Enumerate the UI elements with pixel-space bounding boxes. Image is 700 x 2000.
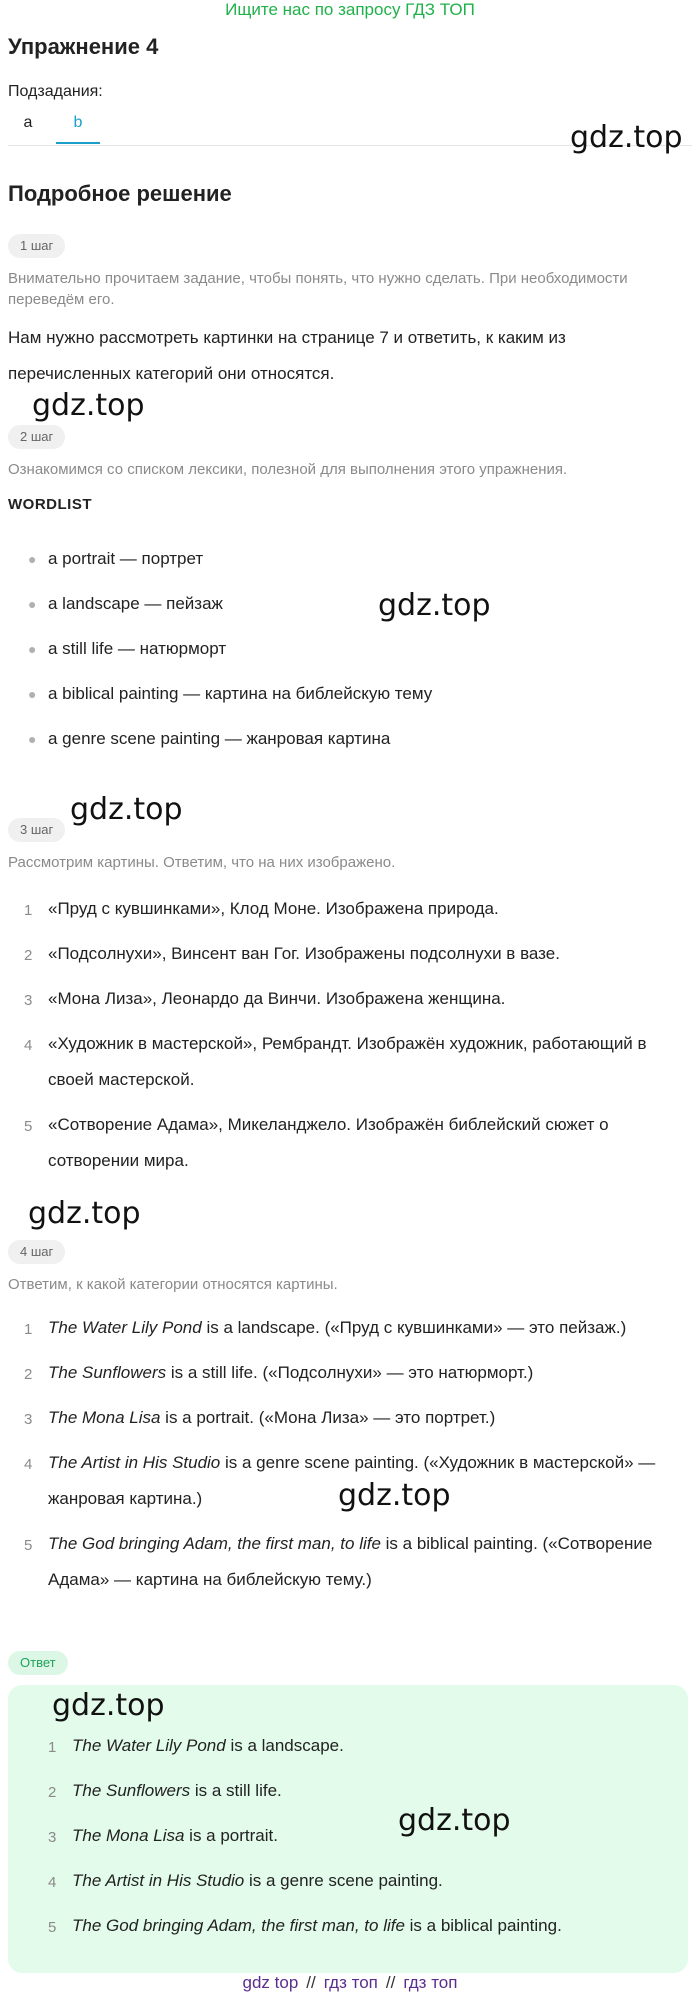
- answer-number: 1: [48, 1739, 57, 1756]
- word-item: a still life — натюрморт: [48, 639, 227, 658]
- list-number: 3: [24, 1411, 33, 1428]
- item-text: is a still life.: [190, 1781, 282, 1800]
- answer-item: [72, 1826, 278, 1846]
- top-banner: Ищите нас по запросу ГДЗ ТОП: [225, 0, 475, 19]
- painting-title: The Artist in His Studio: [48, 1453, 221, 1472]
- word-item: a portrait — портрет: [48, 549, 204, 568]
- watermark: gdz.top: [338, 1478, 451, 1513]
- answer-item: [72, 1916, 562, 1936]
- bullet: ●: [28, 641, 37, 657]
- item-text: is a genre scene painting.: [244, 1871, 443, 1890]
- watermark: gdz.top: [28, 1196, 141, 1231]
- list-number: 2: [24, 1366, 33, 1383]
- step-badge: 1 шаг: [8, 234, 65, 258]
- answer-item: [72, 1871, 443, 1891]
- answer-number: 3: [48, 1829, 57, 1846]
- list-item: [48, 1310, 688, 1346]
- footer-separator: //: [385, 1973, 396, 1992]
- painting-title: The Sunflowers: [72, 1781, 191, 1800]
- answer-item: [72, 1781, 282, 1801]
- item-text: is a genre scene painting. («Художник в мастерской» — жанровая картина.): [48, 1453, 656, 1508]
- item-text: is a landscape. («Пруд с кувшинками» — это пейзаж.): [201, 1318, 627, 1337]
- item-text: is a portrait.: [184, 1826, 278, 1845]
- list-number: 5: [24, 1118, 33, 1135]
- watermark: gdz.top: [398, 1803, 511, 1838]
- tab-b[interactable]: b: [73, 114, 83, 131]
- list-item: [48, 1400, 688, 1436]
- list-number: 3: [24, 992, 33, 1009]
- subtasks-label: Подзадания:: [8, 83, 103, 100]
- footer-separator: //: [306, 1973, 316, 1992]
- item-text: is a biblical painting. («Сотворение Адама» — картина на библейскую тему.): [48, 1534, 653, 1589]
- watermark: gdz.top: [70, 792, 183, 827]
- list-item: [48, 1355, 688, 1391]
- footer-links: [0, 1973, 700, 1993]
- wordlist-title: WORDLIST: [8, 496, 92, 513]
- answer-number: 4: [48, 1874, 57, 1891]
- list-number: 5: [24, 1537, 33, 1554]
- footer-link-1[interactable]: gdz top: [242, 1973, 299, 1992]
- watermark: gdz.top: [570, 120, 683, 155]
- word-item: a landscape — пейзаж: [48, 594, 223, 613]
- answer-item: [72, 1736, 344, 1756]
- painting-title: The Artist in His Studio: [72, 1871, 245, 1890]
- footer-link-2[interactable]: гдз топ: [323, 1973, 378, 1992]
- list-item: «Мона Лиза», Леонардо да Винчи. Изображена женщина.: [48, 989, 506, 1008]
- list-number: 4: [24, 1037, 33, 1054]
- page-title: Упражнение 4: [8, 34, 159, 59]
- step-badge: 2 шаг: [8, 425, 65, 449]
- watermark: gdz.top: [52, 1688, 165, 1723]
- active-tab-indicator: [56, 142, 100, 144]
- item-text: is a biblical painting.: [404, 1916, 562, 1935]
- answer-badge: Ответ: [8, 1651, 68, 1675]
- step-text: Нам нужно рассмотреть картинки на странице 7 и ответить, к каким из перечисленных категорий они относятся.: [8, 328, 566, 383]
- bullet: ●: [28, 551, 37, 567]
- painting-title: The Sunflowers: [48, 1363, 167, 1382]
- item-text: is a landscape.: [225, 1736, 344, 1755]
- list-number: 1: [24, 1321, 33, 1338]
- item-text: is a portrait. («Мона Лиза» — это портрет.): [160, 1408, 496, 1427]
- footer-link-3[interactable]: гдз топ: [403, 1973, 458, 1992]
- step-hint: Рассмотрим картины. Ответим, что на них изображено.: [8, 854, 396, 871]
- step-hint: Внимательно прочитаем задание, чтобы понять, что нужно сделать. При необходимости переведём его.: [8, 270, 628, 308]
- step-hint: Ответим, к какой категории относятся картины.: [8, 1276, 338, 1293]
- answer-number: 5: [48, 1919, 57, 1936]
- list-number: 4: [24, 1456, 33, 1473]
- painting-title: The Water Lily Pond: [72, 1736, 226, 1755]
- list-item: [48, 1526, 688, 1598]
- bullet: ●: [28, 686, 37, 702]
- painting-title: The Water Lily Pond: [48, 1318, 202, 1337]
- step-badge: 4 шаг: [8, 1240, 65, 1264]
- bullet: ●: [28, 731, 37, 747]
- list-number: 1: [24, 902, 33, 919]
- word-item: a genre scene painting — жанровая картина: [48, 729, 391, 748]
- answer-number: 2: [48, 1784, 57, 1801]
- bullet: ●: [28, 596, 37, 612]
- tab-a[interactable]: a: [23, 114, 33, 131]
- list-item: «Сотворение Адама», Микеланджело. Изображён библейский сюжет о сотворении мира.: [48, 1115, 609, 1170]
- section-title: Подробное решение: [8, 181, 232, 206]
- step-hint: Ознакомимся со списком лексики, полезной для выполнения этого упражнения.: [8, 461, 568, 478]
- painting-title: The Mona Lisa: [48, 1408, 161, 1427]
- list-number: 2: [24, 947, 33, 964]
- word-item: a biblical painting — картина на библейскую тему: [48, 684, 433, 703]
- step-badge: 3 шаг: [8, 818, 65, 842]
- list-item: «Художник в мастерской», Рембрандт. Изображён художник, работающий в своей мастерской.: [48, 1034, 647, 1089]
- list-item: «Пруд с кувшинками», Клод Моне. Изображена природа.: [48, 899, 499, 918]
- list-item: «Подсолнухи», Винсент ван Гог. Изображены подсолнухи в вазе.: [48, 944, 560, 963]
- painting-title: The God bringing Adam, the first man, to life: [48, 1534, 381, 1553]
- painting-title: The Mona Lisa: [72, 1826, 185, 1845]
- watermark: gdz.top: [378, 588, 491, 623]
- watermark: gdz.top: [32, 388, 145, 423]
- painting-title: The God bringing Adam, the first man, to life: [72, 1916, 405, 1935]
- item-text: is a still life. («Подсолнухи» — это натюрморт.): [166, 1363, 534, 1382]
